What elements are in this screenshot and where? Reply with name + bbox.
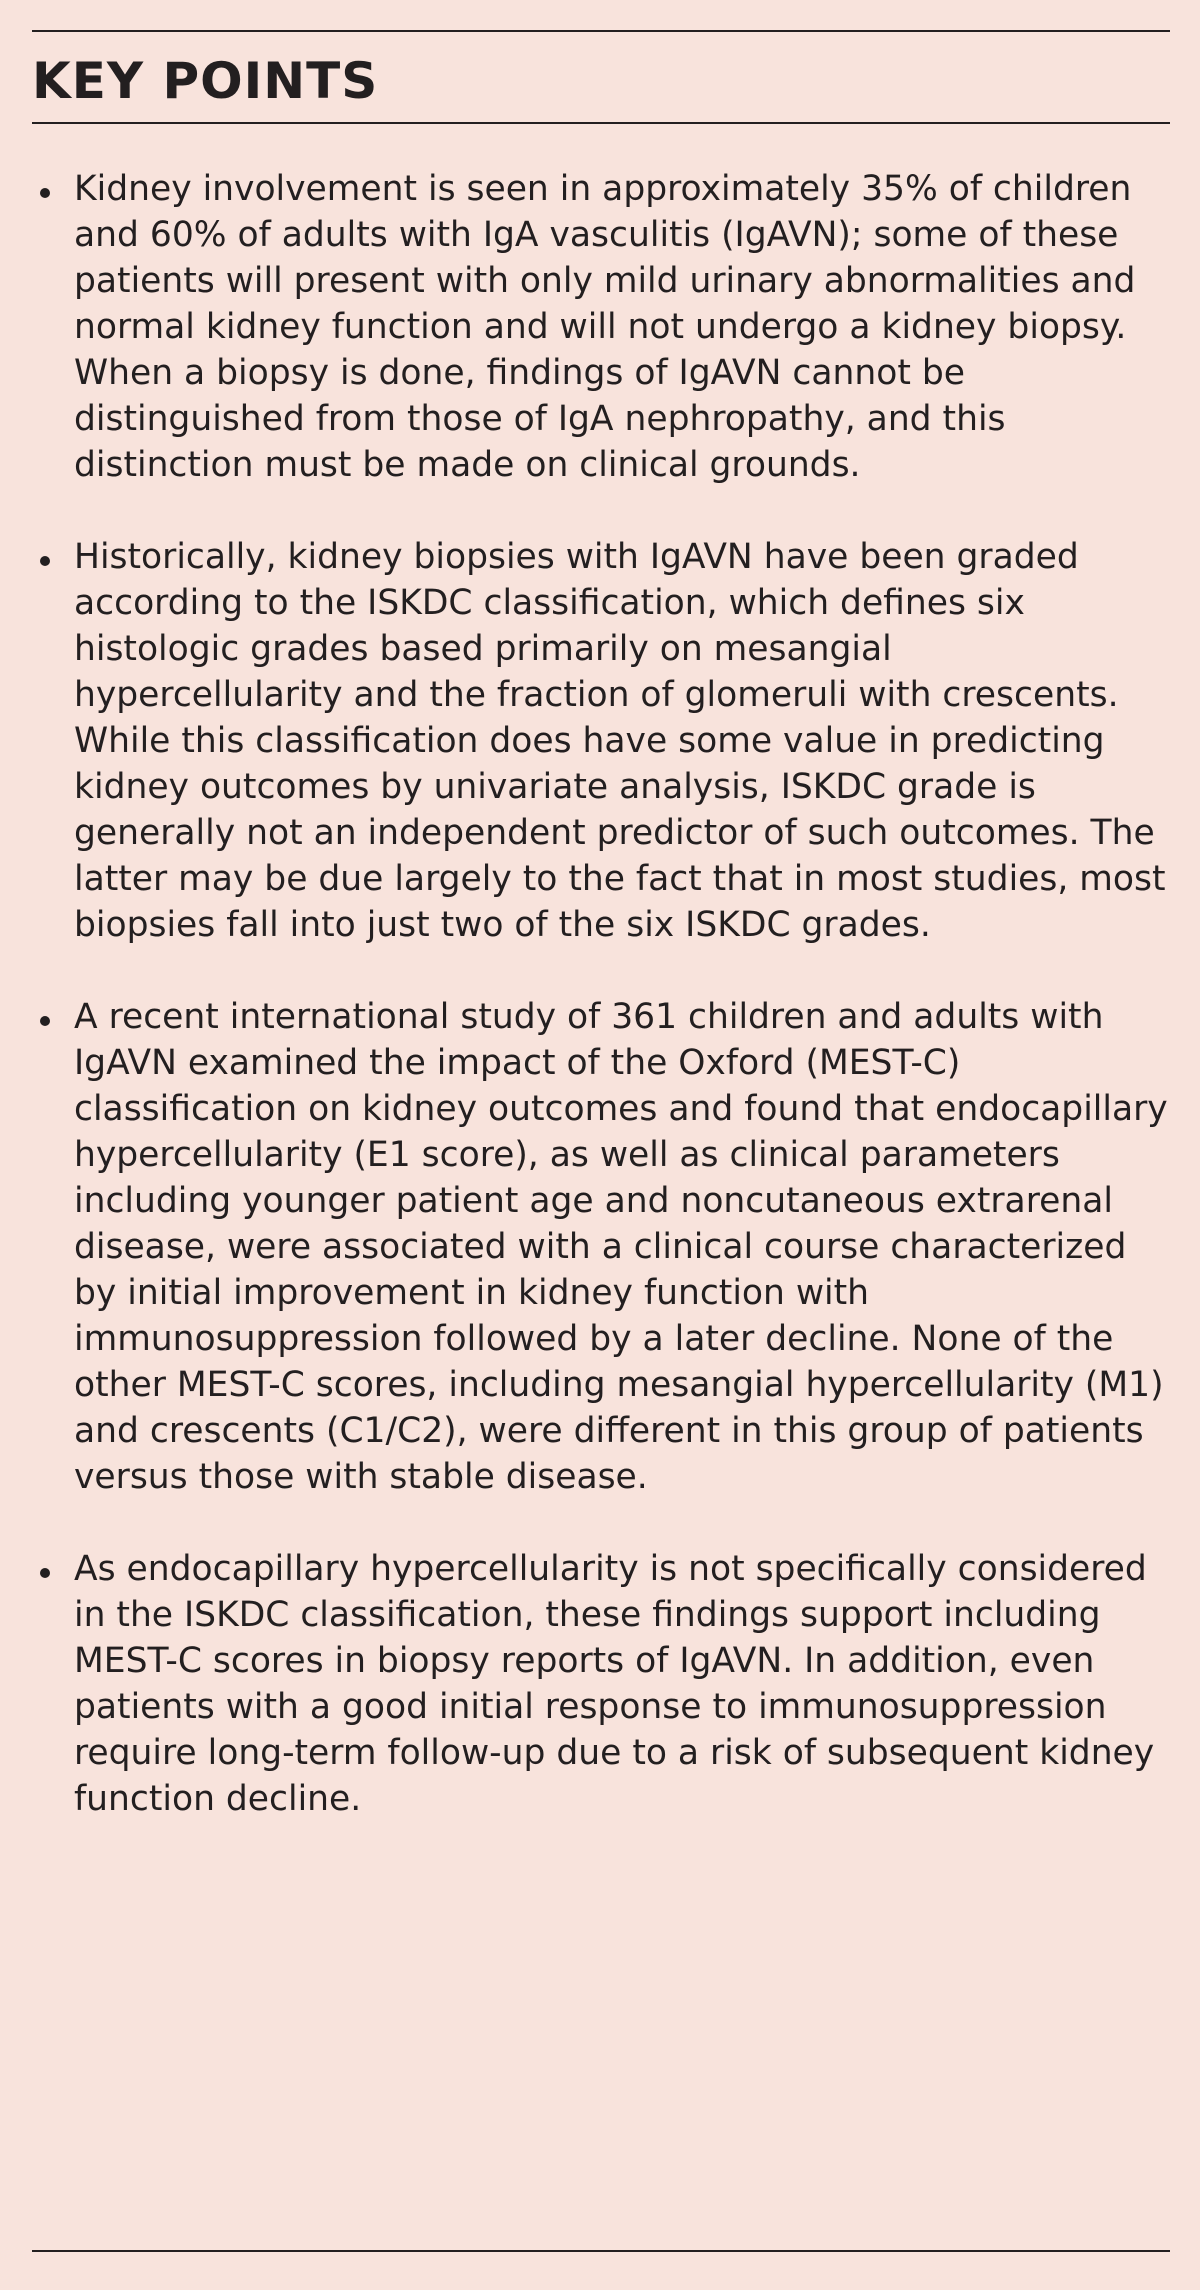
- key-point-text: As endocapillary hypercellularity is not specifically considered in the ISKDC classification, these findings support including MEST-C scores in biopsy reports of IgAVN. In addition, even patients with a good initial response to immunosuppression require long-term follow-up due to a risk of subsequent kidney function decline.: [74, 1549, 1155, 1819]
- key-point-2: [32, 534, 1170, 948]
- top-rule: [32, 30, 1170, 32]
- key-point-1: [32, 166, 1170, 488]
- bullet-icon: [40, 556, 50, 566]
- bullet-icon: [40, 1568, 50, 1578]
- key-point-4: [32, 1546, 1170, 1822]
- box-title: KEY POINTS: [32, 52, 379, 110]
- key-point-3: [32, 994, 1170, 1500]
- key-point-text: Kidney involvement is seen in approximately 35% of children and 60% of adults with IgA vasculitis (IgAVN); some of these patients will present with only mild urinary abnormalities and normal kidney function and will not undergo a kidney biopsy. When a biopsy is done, findings of IgAVN cannot be distinguished from those of IgA nephropathy, and this distinction must be made on clinical grounds.: [74, 169, 1136, 485]
- key-points-list: [32, 166, 1170, 1868]
- key-point-text: A recent international study of 361 children and adults with IgAVN examined the impact of the Oxford (MEST-C) classification on kidney outcomes and found that endocapillary hypercellularity (E1 score), as well as clinical parameters including younger patient age and noncutaneous extrarenal disease, were associated with a clinical course characterized by initial improvement in kidney function with immunosuppression followed by a later decline. None of the other MEST-C scores, including mesangial hypercellularity (M1) and crescents (C1/C2), were different in this group of patients versus those with stable disease.: [74, 997, 1168, 1497]
- bullet-icon: [40, 1016, 50, 1026]
- bottom-rule: [32, 2250, 1170, 2252]
- key-point-text: Historically, kidney biopsies with IgAVN have been graded according to the ISKDC classification, which defines six histologic grades based primarily on mesangial hypercellularity and the fraction of glomeruli with crescents. While this classification does have some value in predicting kidney outcomes by univariate analysis, ISKDC grade is generally not an independent predictor of such outcomes. The latter may be due largely to the fact that in most studies, most biopsies fall into just two of the six ISKDC grades.: [74, 537, 1166, 945]
- title-rule: [32, 122, 1170, 124]
- bullet-icon: [40, 188, 50, 198]
